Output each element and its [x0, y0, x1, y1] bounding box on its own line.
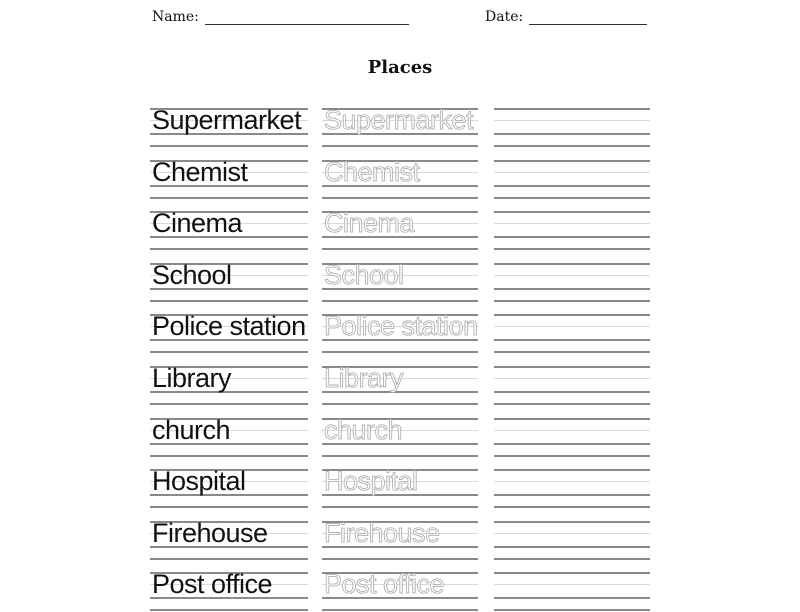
- guide-line: [494, 443, 650, 445]
- practice-row: [150, 414, 650, 458]
- model-word-cell: [150, 208, 308, 251]
- guide-line: [150, 300, 308, 302]
- trace-word: School: [324, 259, 404, 290]
- guide-line: [494, 197, 650, 199]
- guide-line: [494, 351, 650, 353]
- practice-row: [150, 311, 650, 354]
- trace-word-cell[interactable]: [322, 311, 478, 354]
- model-word-cell: [150, 569, 308, 612]
- trace-word: Library: [324, 363, 404, 393]
- guide-line: [150, 197, 308, 199]
- blank-writing-cell[interactable]: [494, 108, 650, 148]
- guide-line: [494, 506, 650, 508]
- name-label: Name:: [152, 9, 199, 25]
- guide-line: [494, 133, 650, 135]
- guide-line: [494, 546, 650, 548]
- guide-line: [150, 351, 308, 353]
- blank-writing-cell[interactable]: [494, 211, 650, 251]
- guide-line: [322, 403, 478, 405]
- practice-row: [150, 363, 650, 406]
- trace-word: Hospital: [324, 466, 418, 497]
- guide-line: [494, 160, 650, 162]
- blank-writing-cell[interactable]: [494, 160, 650, 200]
- date-field[interactable]: [485, 9, 647, 25]
- practice-row: [150, 569, 650, 612]
- guide-line: [494, 572, 650, 574]
- blank-writing-cell[interactable]: [494, 366, 650, 406]
- guide-line: [494, 533, 650, 534]
- guide-line: [494, 378, 650, 379]
- model-word: church: [152, 414, 231, 445]
- trace-word-cell[interactable]: [322, 105, 478, 148]
- model-word: Police station: [152, 311, 306, 342]
- guide-line: [494, 418, 650, 420]
- trace-word-cell[interactable]: [322, 517, 478, 561]
- guide-line: [494, 223, 650, 224]
- guide-line: [494, 403, 650, 405]
- guide-line: [150, 558, 308, 560]
- model-word-cell: [150, 105, 308, 148]
- trace-word: Supermarket: [324, 105, 474, 135]
- model-word-cell: [150, 414, 308, 458]
- practice-row: [150, 208, 650, 251]
- blank-writing-cell[interactable]: [494, 521, 650, 561]
- guide-line: [494, 172, 650, 173]
- guide-line: [322, 609, 478, 611]
- guide-line: [494, 584, 650, 585]
- guide-line: [322, 300, 478, 302]
- model-word: Chemist: [152, 156, 248, 187]
- guide-line: [494, 263, 650, 265]
- model-word-cell: [150, 466, 308, 509]
- trace-word: Firehouse: [324, 517, 440, 548]
- guide-line: [494, 469, 650, 471]
- guide-line: [494, 326, 650, 327]
- model-word-cell: [150, 259, 308, 303]
- guide-line: [494, 455, 650, 457]
- trace-word-cell[interactable]: [322, 363, 478, 406]
- guide-line: [494, 558, 650, 560]
- model-word: School: [152, 259, 232, 290]
- guide-line: [322, 506, 478, 508]
- model-word: Hospital: [152, 466, 246, 497]
- guide-line: [150, 609, 308, 611]
- guide-line: [494, 145, 650, 147]
- practice-row: [150, 105, 650, 148]
- guide-line: [494, 236, 650, 238]
- guide-line: [494, 211, 650, 213]
- guide-line: [494, 108, 650, 110]
- name-blank-line[interactable]: [205, 10, 409, 25]
- blank-writing-cell[interactable]: [494, 418, 650, 458]
- guide-line: [494, 300, 650, 302]
- guide-line: [322, 455, 478, 457]
- blank-writing-cell[interactable]: [494, 263, 650, 303]
- guide-line: [494, 288, 650, 290]
- guide-line: [150, 506, 308, 508]
- guide-line: [322, 145, 478, 147]
- guide-line: [150, 455, 308, 457]
- practice-row: [150, 259, 650, 303]
- guide-line: [494, 275, 650, 276]
- guide-line: [494, 391, 650, 393]
- practice-row: [150, 517, 650, 561]
- practice-row: [150, 156, 650, 200]
- trace-word-cell[interactable]: [322, 208, 478, 251]
- guide-line: [322, 558, 478, 560]
- blank-writing-cell[interactable]: [494, 314, 650, 354]
- guide-line: [322, 248, 478, 250]
- guide-line: [494, 248, 650, 250]
- trace-word-cell[interactable]: [322, 466, 478, 509]
- guide-line: [494, 597, 650, 599]
- trace-word-cell[interactable]: [322, 156, 478, 200]
- practice-row: [150, 466, 650, 509]
- guide-line: [322, 351, 478, 353]
- trace-word: Chemist: [324, 156, 420, 187]
- trace-word: Post office: [324, 569, 445, 600]
- name-field[interactable]: [152, 9, 409, 25]
- model-word: Library: [152, 363, 232, 393]
- trace-word-cell[interactable]: [322, 569, 478, 612]
- guide-line: [494, 339, 650, 341]
- model-word-cell: [150, 363, 308, 406]
- date-blank-line[interactable]: [529, 10, 647, 25]
- guide-line: [494, 314, 650, 316]
- guide-line: [494, 366, 650, 368]
- guide-line: [494, 185, 650, 187]
- guide-line: [494, 481, 650, 482]
- guide-line: [494, 609, 650, 611]
- guide-line: [322, 197, 478, 199]
- guide-line: [494, 120, 650, 121]
- model-word: Supermarket: [152, 105, 302, 135]
- guide-line: [494, 494, 650, 496]
- trace-word: Police station: [324, 311, 478, 342]
- page-title: Places: [367, 57, 433, 78]
- model-word-cell: [150, 311, 308, 354]
- guide-line: [150, 145, 308, 147]
- trace-word: church: [324, 414, 403, 445]
- model-word-cell: [150, 156, 308, 200]
- guide-line: [150, 403, 308, 405]
- trace-word-cell[interactable]: [322, 414, 478, 458]
- trace-word: Cinema: [324, 208, 415, 239]
- model-word-cell: [150, 517, 308, 561]
- guide-line: [150, 248, 308, 250]
- model-word: Cinema: [152, 208, 243, 239]
- guide-line: [494, 521, 650, 523]
- trace-word-cell[interactable]: [322, 259, 478, 303]
- blank-writing-cell[interactable]: [494, 572, 650, 612]
- model-word: Post office: [152, 569, 273, 600]
- model-word: Firehouse: [152, 517, 268, 548]
- blank-writing-cell[interactable]: [494, 469, 650, 509]
- guide-line: [494, 430, 650, 431]
- date-label: Date:: [485, 9, 524, 25]
